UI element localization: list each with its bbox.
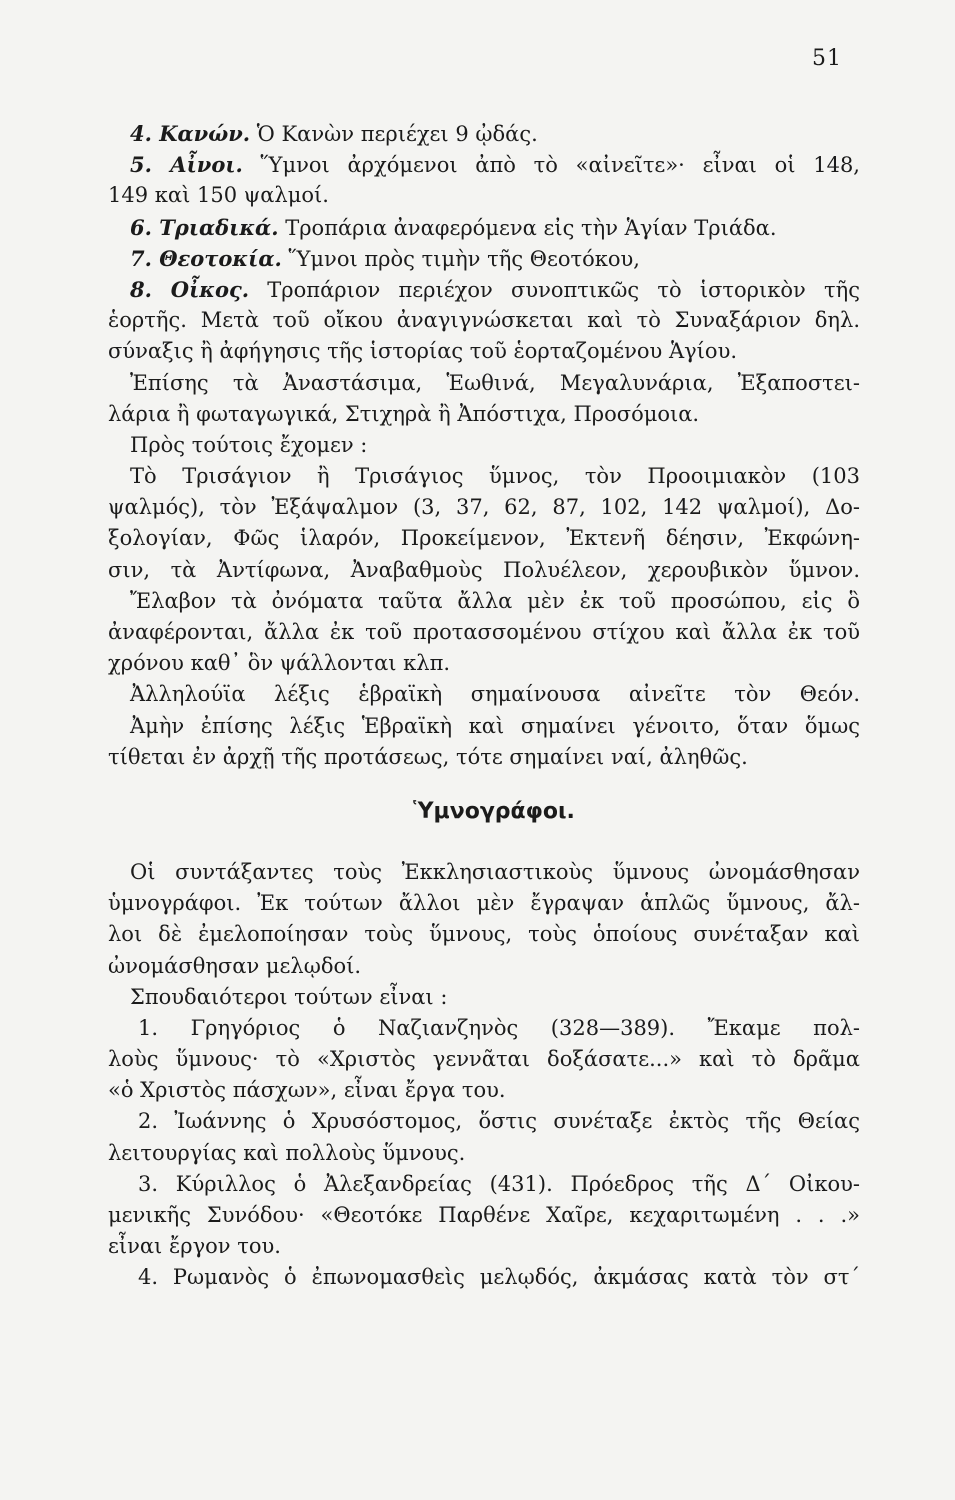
list-item-theotokia: 7. Θεοτοκία. Ὕμνοι πρὸς τιμὴν τῆς Θεοτόκου, <box>130 245 640 271</box>
text-line: χρόνου καθ᾽ ὃν ψάλλονται κλπ. <box>108 651 451 676</box>
text-line: Ἀμὴν ἐπίσης λέξις Ἑβραϊκὴ καὶ σημαίνει γένοιτο, ὅταν ὅμως <box>130 713 860 738</box>
text-line: ἀναφέρονται, ἄλλα ἐκ τοῦ προτασσομένου στίχου καὶ ἄλλα ἐκ τοῦ <box>108 620 860 644</box>
text-line: μενικῆς Συνόδου· «Θεοτόκε Παρθένε Χαῖρε, κεχαριτωμένη . . .» <box>108 1203 860 1227</box>
text-line: λοὺς ὕμνους· τὸ «Χριστὸς γεννᾶται δοξάσατε...» καὶ τὸ δρᾶμα <box>108 1047 860 1072</box>
text-line: Οἱ συντάξαντες τοὺς Ἐκκλησιαστικοὺς ὕμνους ὠνομάσθησαν <box>130 859 860 884</box>
text-line: σιν, τὰ Ἀντίφωνα, Ἀναβαθμοὺς Πολυέλεον, χερουβικὸν ὕμνον. <box>108 557 860 582</box>
list-item: 2. Ἰωάννης ὁ Χρυσόστομος, ὅστις συνέταξε ἐκτὸς τῆς Θείας <box>138 1109 860 1134</box>
list-item-kanon: 4. Κανών. Ὁ Κανὼν περιέχει 9 ᾠδάς. <box>130 121 538 146</box>
text-line: ὑμνογράφοι. Ἐκ τούτων ἄλλοι μὲν ἔγραψαν ἁπλῶς ὕμνους, ἄλ- <box>108 891 860 916</box>
text-line: λειτουργίας καὶ πολλοὺς ὕμνους. <box>108 1140 466 1165</box>
text-line: τίθεται ἐν ἀρχῇ τῆς προτάσεως, τότε σημαίνει ναί, ἀληθῶς. <box>108 744 748 769</box>
page-text <box>108 118 860 1294</box>
page-number: 51 <box>812 46 842 71</box>
text-line: ὠνομάσθησαν μελῳδοί. <box>108 953 362 978</box>
text-line: «ὁ Χριστὸς πάσχων», εἶναι ἔργα του. <box>108 1078 506 1103</box>
text-line: λάρια ἢ φωταγωγικά, Στιχηρὰ ἢ Ἀπόστιχα, Προσόμοια. <box>108 401 700 426</box>
text-line: Πρὸς τούτοις ἔχομεν : <box>130 432 368 457</box>
list-item-ainoi: 5. Αἶνοι. Ὕμνοι ἀρχόμενοι ἀπὸ τὸ «αἰνεῖτε»· εἶναι οἱ 148, <box>130 152 860 178</box>
text-line: Ἐπίσης τὰ Ἀναστάσιμα, Ἑωθινά, Μεγαλυνάρια, Ἐξαποστει- <box>130 370 860 395</box>
list-item-triadika: 6. Τριαδικά. Τροπάρια ἀναφερόμενα εἰς τὴν Ἁγίαν Τριάδα. <box>130 214 777 240</box>
text-line: Ἔλαβον τὰ ὀνόματα ταῦτα ἄλλα μὲν ἐκ τοῦ προσώπου, εἰς ὃ <box>130 588 860 613</box>
text-line: Σπουδαιότεροι τούτων εἶναι : <box>130 984 448 1009</box>
text-line: λοι δὲ ἐμελοποίησαν τοὺς ὕμνους, τοὺς ὁποίους συνέταξαν καὶ <box>108 922 860 947</box>
text-line: ἑορτῆς. Μετὰ τοῦ οἴκου ἀναγιγνώσκεται καὶ τὸ Συναξάριον δηλ. <box>108 308 860 333</box>
list-item: 1. Γρηγόριος ὁ Ναζιανζηνὸς (328—389). Ἔκαμε πολ- <box>138 1015 860 1040</box>
text-line: 149 καὶ 150 ψαλμοί. <box>108 183 329 208</box>
text-line: Τὸ Τρισάγιον ἢ Τρισάγιος ὕμνος, τὸν Προοιμιακὸν (103 <box>130 464 860 489</box>
section-heading: Ὑμνογράφοι. <box>413 798 575 824</box>
list-item: 3. Κύριλλος ὁ Ἀλεξανδρείας (431). Πρόεδρος τῆς Δ΄ Οἰκου- <box>138 1171 860 1196</box>
list-item-oikos: 8. Οἶκος. Τροπάριον περιέχον συνοπτικῶς τὸ ἱστορικὸν τῆς <box>130 276 860 302</box>
text-line: ξολογίαν, Φῶς ἱλαρόν, Προκείμενον, Ἐκτενῆ δέησιν, Ἐκφώνη- <box>108 526 860 551</box>
text-line: εἶναι ἔργον του. <box>108 1234 281 1259</box>
text-line: ψαλμός), τὸν Ἐξάψαλμον (3, 37, 62, 87, 102, 142 ψαλμοί), Δο- <box>108 495 860 520</box>
list-item: 4. Ρωμανὸς ὁ ἐπωνομασθεὶς μελῳδός, ἀκμάσας κατὰ τὸν στ΄ <box>138 1265 860 1290</box>
text-line: σύναξις ἢ ἀφήγησις τῆς ἱστορίας τοῦ ἑορταζομένου Ἁγίου. <box>108 339 738 364</box>
text-line: Ἀλληλούϊα λέξις ἑβραϊκὴ σημαίνουσα αἰνεῖτε τὸν Θεόν. <box>130 682 860 707</box>
